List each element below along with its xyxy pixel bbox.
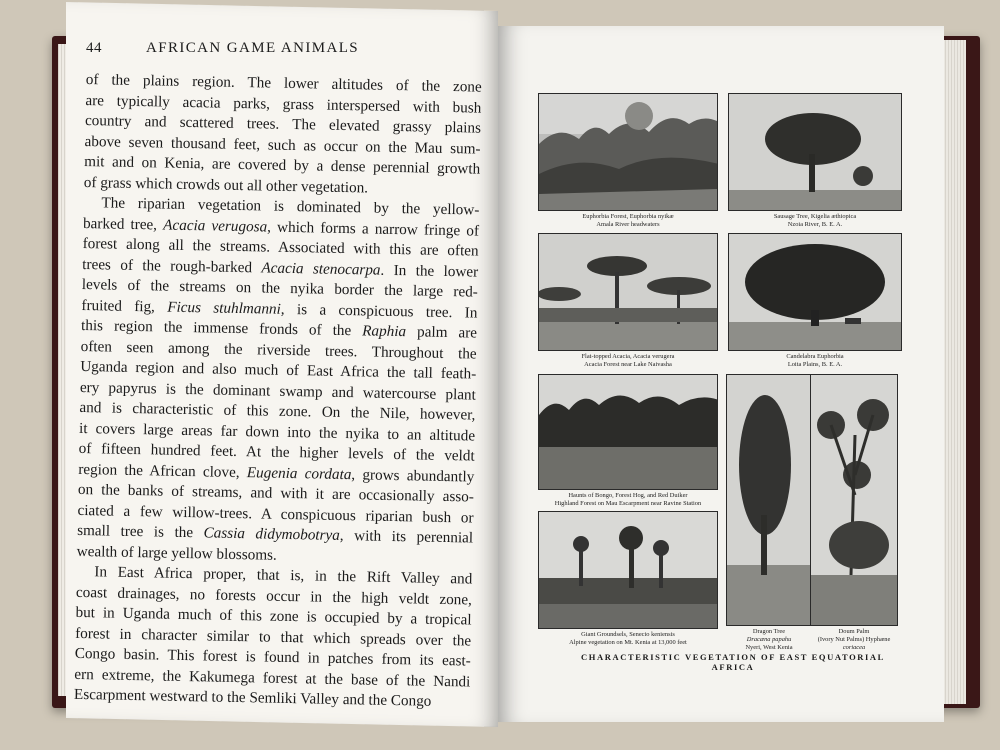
- text-run: ciated a few willow-trees. A conspicuous riparian bush or: [77, 501, 474, 527]
- caption-line: Nzoia River, B. E. A.: [787, 221, 843, 228]
- photo-giant-groundsels: [538, 511, 718, 629]
- text-run: of fifteen hundred feet. At the higher levels of the veldt: [78, 439, 475, 465]
- caption-doum-palm: [808, 628, 900, 652]
- text-run: , grows abundantly: [351, 465, 475, 486]
- caption-euphorbia-forest: [538, 213, 718, 229]
- text-run: barked tree,: [82, 214, 164, 234]
- text-run: and is characteristic of this zone. On the Nile, however,: [79, 398, 476, 424]
- text-run: small tree is the: [76, 521, 204, 542]
- species-name: Raphia: [362, 322, 407, 341]
- species-name: Ficus stuhlmanni: [167, 298, 282, 318]
- caption-line: (Ivory Nut Palms) Hyphæne: [817, 636, 891, 643]
- running-title: AFRICAN GAME ANIMALS: [146, 40, 360, 56]
- text-run: but in Uganda much of this zone is occupied by a tropical: [75, 603, 472, 629]
- text-run: Uganda region and also much of East Africa the tall feath-: [80, 357, 477, 383]
- photo-sausage-tree: [728, 93, 902, 211]
- caption-line: Nyeri, West Kenia: [745, 644, 793, 651]
- caption-dragon-tree: [726, 628, 812, 652]
- caption-line: coriacea: [842, 644, 866, 651]
- text-run: palm are: [405, 323, 478, 342]
- plate-title: CHARACTERISTIC VEGETATION OF EAST EQUATORIAL AFRICA: [581, 652, 885, 672]
- text-run: ern extreme, the Kakumega forest at the base of the Nandi: [74, 665, 471, 690]
- caption-line: Haunts of Bongo, Forest Hog, and Red Duiker: [568, 492, 688, 499]
- text-run: forest in character similar to that which spreads over the: [75, 624, 472, 649]
- caption-line: Alpine vegetation on Mt. Kenia at 13,000 feet: [569, 639, 687, 646]
- text-run: region the African clove,: [78, 460, 248, 481]
- text-run: ery papyrus is the dominant swamp and watercourse plant: [79, 378, 477, 404]
- species-name: Cassia didymobotrya: [203, 524, 341, 544]
- caption-line: Giant Groundsels, Senecio keniensis: [581, 631, 675, 638]
- text-run: Escarpment westward to the Semliki Valley and the Congo: [73, 685, 432, 710]
- text-run: wealth of large yellow blossoms.: [76, 542, 277, 564]
- caption-line: Loita Plains, B. E. A.: [787, 361, 843, 368]
- text-run: coast drainages, no forests occur in the high veldt zone,: [75, 583, 473, 609]
- caption-candelabra-euphorbia: [728, 353, 902, 369]
- text-run: . In the lower: [380, 261, 479, 281]
- text-run: Congo basin. This forest is found in patches from its east-: [74, 644, 471, 670]
- species-name: Eugenia cordata: [246, 463, 352, 483]
- text-run: country and scattered trees. The elevated grassy plains: [84, 111, 482, 137]
- caption-giant-groundsels: [538, 631, 718, 647]
- running-head: [86, 40, 436, 62]
- photo-candelabra-euphorbia: [728, 233, 902, 351]
- text-run: on the banks of streams, and with it are occasionally asso-: [77, 480, 475, 506]
- text-run: of grass which crowds out all other vegetation.: [83, 173, 369, 196]
- text-run: it covers large areas far down into the nyika to an altitude: [78, 419, 476, 445]
- species-name: Acacia verugosa: [163, 216, 268, 236]
- page-number: 44: [86, 40, 102, 56]
- caption-line: Euphorbia Forest, Euphorbia nyikæ: [582, 213, 674, 220]
- text-run: The riparian vegetation is dominated by the yellow-: [101, 194, 480, 219]
- caption-line: Highland Forest on Mau Escarpment near Ravine Station: [554, 500, 702, 507]
- caption-line: Dragon Tree: [752, 628, 786, 635]
- text-run: , is a conspicuous tree. In: [280, 300, 478, 322]
- photo-euphorbia-forest: [538, 93, 718, 211]
- species-name: Acacia stenocarpa: [261, 258, 381, 279]
- caption-line: Dracæna papahu: [746, 636, 792, 643]
- caption-line: Flat-topped Acacia, Acacia verugera: [581, 353, 675, 360]
- photo-flat-topped-acacia: [538, 233, 718, 351]
- text-run: fruited fig,: [81, 296, 168, 316]
- photo-dragon-tree: [726, 374, 812, 626]
- caption-line: Sausage Tree, Kigelia æthiopica: [773, 213, 857, 220]
- caption-line: Doum Palm: [838, 628, 870, 635]
- text-run: often seen among the riverside trees. Throughout the: [80, 337, 477, 363]
- text-run: this region the immense fronds of the: [80, 316, 363, 340]
- photo-bongo-forest: [538, 374, 718, 490]
- text-run: forest along all the streams. Associated with this are often: [82, 234, 479, 260]
- photo-doum-palm: [810, 374, 898, 626]
- caption-sausage-tree: [728, 213, 902, 229]
- text-run: , with its perennial: [339, 526, 474, 547]
- text-run: trees of the rough-barked: [82, 255, 262, 276]
- text-run: are typically acacia parks, grass interspersed with bush: [85, 91, 482, 117]
- caption-line: Candelabra Euphorbia: [786, 353, 844, 360]
- body-text: [74, 70, 482, 713]
- caption-bongo-forest: [534, 492, 722, 508]
- caption-flat-topped-acacia: [538, 353, 718, 369]
- text-run: In East Africa proper, that is, in the Rift Valley and: [94, 563, 473, 588]
- text-run: of the plains region. The lower altitudes of the zone: [85, 70, 482, 96]
- text-run: , which forms a narrow fringe of: [267, 218, 480, 240]
- text-run: mit and on Kenia, are covered by a dense perennial growth: [84, 152, 481, 178]
- text-run: levels of the streams on the nyika border the large red-: [81, 275, 478, 301]
- text-run: above seven thousand feet, such as occur on the Mau sum-: [84, 132, 481, 158]
- caption-line: Acacia Forest near Lake Naivasha: [584, 361, 672, 368]
- caption-line: Amala River headwaters: [596, 221, 660, 228]
